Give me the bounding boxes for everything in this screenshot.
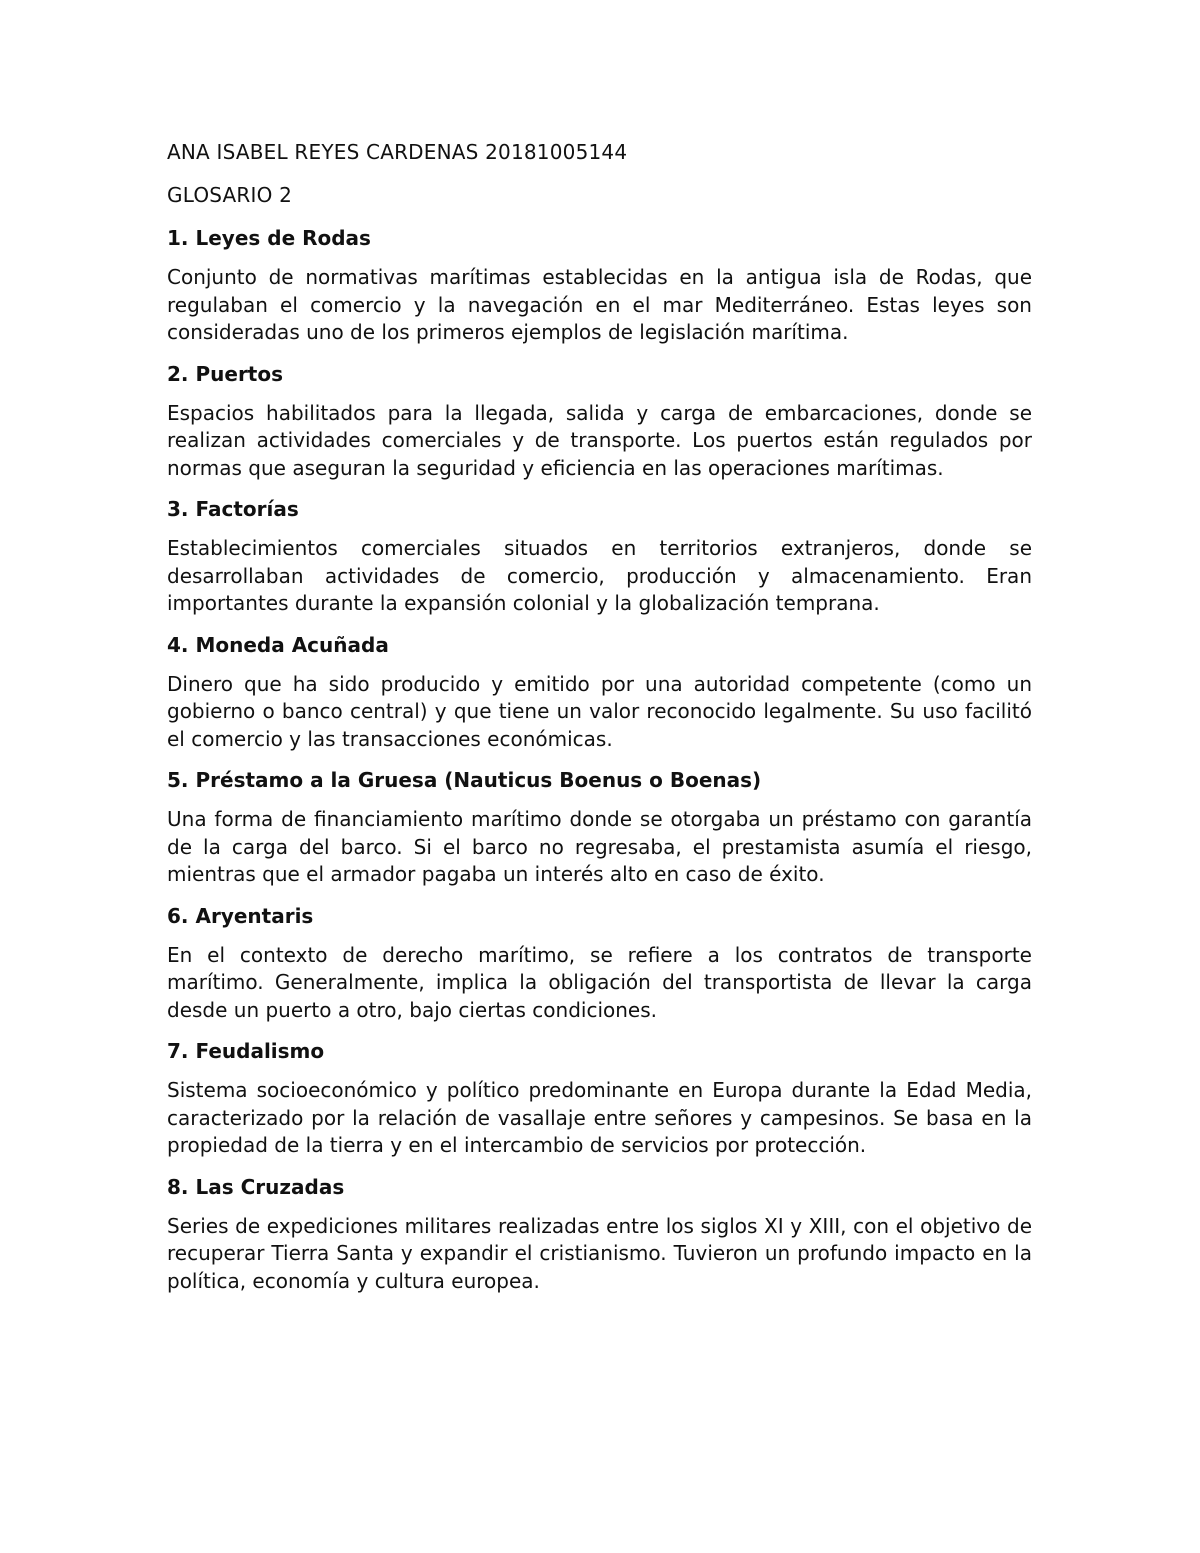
glossary-entry-puertos: [167, 359, 1032, 483]
glossary-entry-feudalismo: [167, 1036, 1032, 1160]
glossary-term: 1. Leyes de Rodas: [167, 226, 371, 250]
glossary-definition: Conjunto de normativas marítimas establecidas en la antigua isla de Rodas, que regulaban el comercio y la navegación en el mar Mediterráneo. Estas leyes son consideradas uno de los primeros ejemplos de legislación marítima.: [167, 265, 1032, 344]
glossary-entry-leyes-de-rodas: [167, 223, 1032, 347]
glossary-term: 3. Factorías: [167, 497, 299, 521]
document-page: [167, 137, 1032, 1307]
glossary-definition: Espacios habilitados para la llegada, salida y carga de embarcaciones, donde se realizan actividades comerciales y de transporte. Los puertos están regulados por normas que aseguran la seguridad y eficiencia en las operaciones marítimas.: [167, 400, 1032, 480]
author-line: ANA ISABEL REYES CARDENAS 20181005144: [167, 140, 628, 164]
glossary-entry-las-cruzadas: [167, 1172, 1032, 1296]
glossary-definition: Dinero que ha sido producido y emitido por una autoridad competente (como un gobierno o banco central) y que tiene un valor reconocido legalmente. Su uso facilitó el comercio y las transacciones económicas.: [167, 671, 1032, 751]
glossary-definition: Una forma de financiamiento marítimo donde se otorgaba un préstamo con garantía de la carga del barco. Si el barco no regresaba, el prestamista asumía el riesgo, mientras que el armador pagaba un interés alto en caso de éxito.: [167, 807, 1032, 886]
glossary-definition: En el contexto de derecho marítimo, se refiere a los contratos de transporte marítimo. Generalmente, implica la obligación del transportista de llevar la carga desde un puerto a otro, bajo ciertas condiciones.: [167, 942, 1032, 1022]
glossary-term: 4. Moneda Acuñada: [167, 632, 389, 657]
glossary-term: 8. Las Cruzadas: [167, 1174, 345, 1199]
glossary-definition: Series de expediciones militares realizadas entre los siglos XI y XIII, con el objetivo de recuperar Tierra Santa y expandir el cristianismo. Tuvieron un profundo impacto en la política, economía y cultura europea.: [167, 1213, 1032, 1293]
document-title: GLOSARIO 2: [167, 183, 293, 207]
glossary-term: 7. Feudalismo: [167, 1039, 325, 1063]
glossary-definition: Establecimientos comerciales situados en territorios extranjeros, donde se desarrollaban actividades de comercio, producción y almacenamiento. Eran importantes durante la expansión colonial y la globalización temprana.: [167, 536, 1032, 615]
glossary-term: 5. Préstamo a la Gruesa (Nauticus Boenus o Boenas): [167, 768, 762, 792]
glossary-term: 2. Puertos: [167, 361, 284, 386]
glossary-term: 6. Aryentaris: [167, 903, 314, 928]
glossary-entry-moneda-acunada: [167, 630, 1032, 754]
glossary-definition: Sistema socioeconómico y político predominante en Europa durante la Edad Media, caracterizado por la relación de vasallaje entre señores y campesinos. Se basa en la propiedad de la tierra y en el intercambio de servicios por protección.: [167, 1078, 1032, 1157]
glossary-entry-factorias: [167, 494, 1032, 618]
glossary-entry-prestamo-a-la-gruesa: [167, 765, 1032, 889]
glossary-entry-aryentaris: [167, 901, 1032, 1025]
